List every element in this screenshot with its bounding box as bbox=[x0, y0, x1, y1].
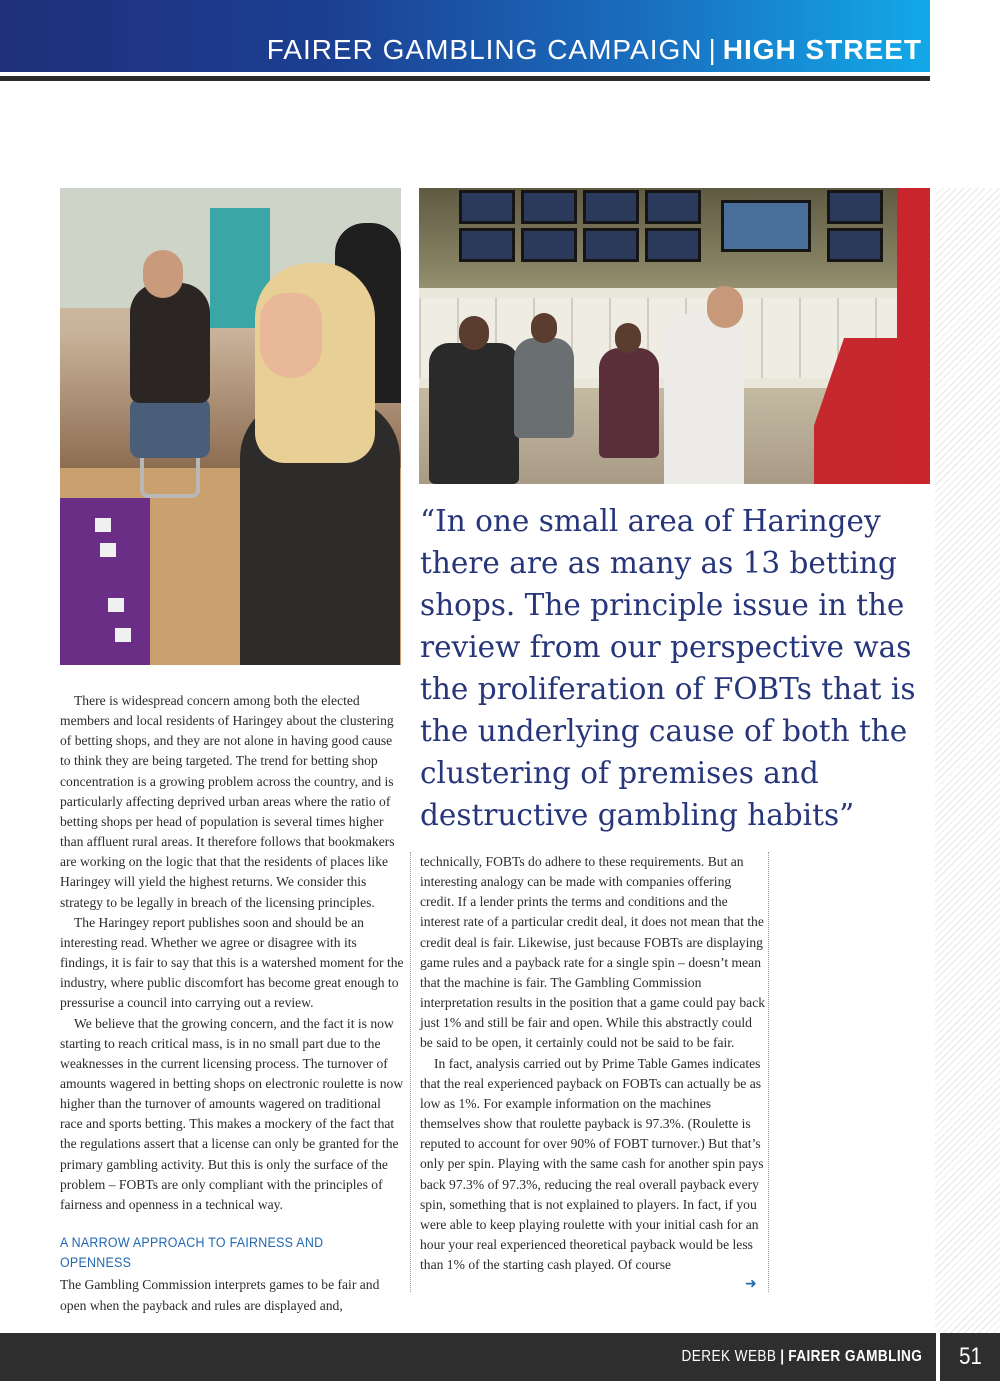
continue-arrow-icon: ➜ bbox=[745, 1276, 757, 1292]
article-paragraph: The Gambling Commission interprets games to be fair and open when the payback and rules are displayed and, bbox=[60, 1277, 380, 1313]
header-separator: | bbox=[708, 34, 717, 65]
page-number: 51 bbox=[959, 1343, 982, 1370]
pull-quote: “In one small area of Haringey there are as many as 13 betting shops. The principle issue in the review from our perspective was the proliferation of FOBTs that is the underlying cause of both the clustering of premises and destructive gambling habits” bbox=[420, 504, 916, 832]
column-divider bbox=[410, 852, 411, 1292]
photo-betting-shop-interior bbox=[419, 188, 930, 484]
photo-woman-at-fobt-machine bbox=[60, 188, 401, 665]
decorative-hatch-strip bbox=[935, 188, 1000, 1333]
column-divider-right bbox=[768, 852, 769, 1292]
footer-divider bbox=[936, 1333, 940, 1381]
section-subheading: A NARROW APPROACH TO FAIRNESS AND OPENNESS bbox=[60, 1235, 324, 1271]
header-rule bbox=[0, 76, 930, 81]
article-column-middle bbox=[420, 852, 767, 1275]
header-title bbox=[267, 34, 922, 66]
article-paragraph: The Haringey report publishes soon and should be an interesting read. Whether we agree or disagree with its findings, it is fair to say that this is a watershed moment for the industry, where public discomfort has become great enough to pressurise a council into carrying out a review. bbox=[60, 914, 404, 1011]
footer-publication: FAIRER GAMBLING bbox=[787, 1348, 922, 1365]
header-banner bbox=[0, 0, 930, 72]
header-title-campaign: FAIRER GAMBLING CAMPAIGN bbox=[266, 34, 703, 65]
article-paragraph: We believe that the growing concern, and the fact it is now starting to reach critical mass, is in no small part due to the weaknesses in the current licensing process. The turnover of amounts wagered in betting shops on electronic roulette is now higher than the turnover of amounts wagered on traditional race and sports betting. This makes a mockery of the fact that the regulations assert that a license can only be granted for the primary gambling activity. But this is only the surface of the problem – FOBTs are only compliant with the principles of fairness and openness in a technical way. bbox=[60, 1015, 404, 1212]
footer-author: DEREK WEBB bbox=[681, 1348, 777, 1365]
article-column-left bbox=[60, 691, 405, 1316]
article-paragraph: There is widespread concern among both the elected members and local residents of Haringey about the clustering of betting shops, and they are not alone in having good cause to think they are being targeted. The trend for betting shop concentration is a growing problem across the country, and is particularly affecting deprived urban areas where the ratio of betting shops per head of population is several times higher than affluent rural areas. It therefore follows that bookmakers are working on the logic that that the residents of places like Haringey will yield the highest returns. We consider this strategy to be legally in breach of the licensing principles. bbox=[60, 693, 395, 910]
footer-separator: | bbox=[779, 1348, 785, 1365]
header-title-section: HIGH STREET bbox=[722, 34, 922, 65]
article-paragraph: technically, FOBTs do adhere to these requirements. But an interesting analogy can be made with companies offering credit. If a lender prints the terms and conditions and the interest rate of a particular credit deal, it does not mean that the credit deal is fair. Likewise, just because FOBTs are displaying game rules and a payback rate for a single spin – doesn’t mean that the machine is fair. The Gambling Commission interpretation results in the position that a game could pay back just 1% and still be fair and open. While this abstractly could be said to be open, it certainly could not be said to be fair. bbox=[420, 854, 766, 1051]
footer-credit bbox=[681, 1348, 922, 1366]
article-paragraph: In fact, analysis carried out by Prime Table Games indicates that the real experienced payback on FOBTs can actually be as low as 1%. For example information on the machines themselves show that roulette payback is 97.3%. (Roulette is reputed to account for over 90% of FOBT turnover.) But that’s only per spin. Playing with the same cash for another spin pays back 97.3% of 97.3%, reducing the real overall payback every spin, something that is not explained to players. In fact, if you were able to keep playing roulette with your initial cash for an hour your real experienced theoretical payback would be less than 1% of the starting cash played. Of course bbox=[420, 1055, 764, 1273]
